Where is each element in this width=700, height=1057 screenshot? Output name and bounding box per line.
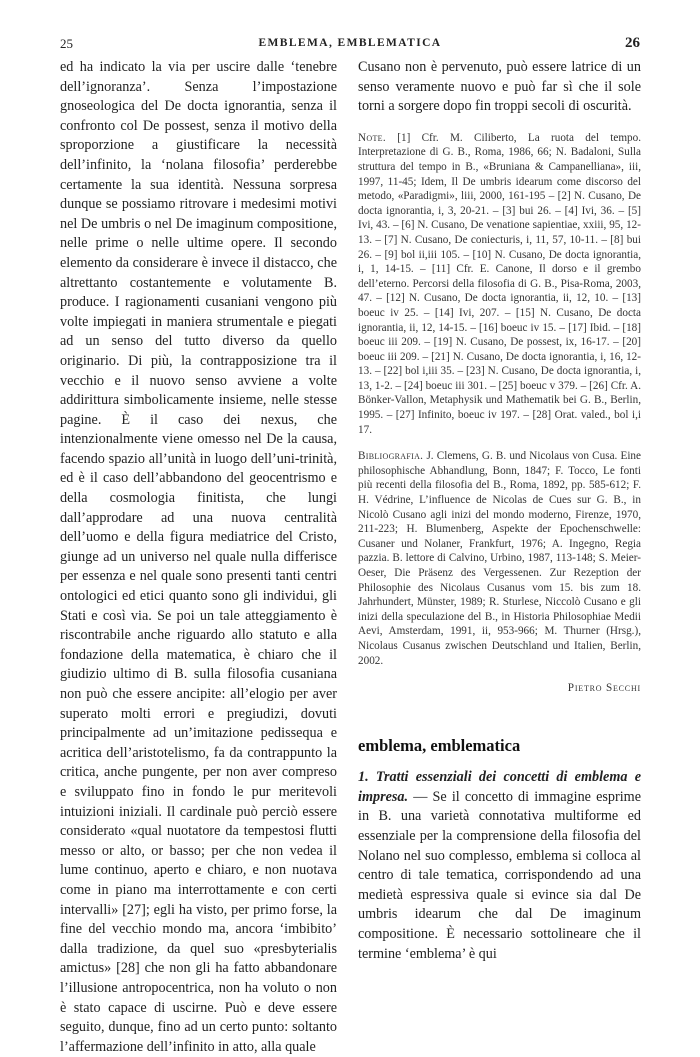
notes-block [358,131,641,437]
running-title: EMBLEMA, EMBLEMATICA [258,37,442,49]
bibliography-label: Bibliografia. [358,450,424,463]
right-continuation-text: Cusano non è pervenuto, può essere latrice di un senso veramente nuovo e può far sì che il sole torni a sorgere dopo fin troppi secoli di oscurità. [358,59,641,115]
author-signature: Pietro Secchi [567,682,641,695]
page-number-left: 25 [60,36,73,51]
left-column [60,58,337,1055]
left-body-text: ed ha indicato la via per uscire dalle ‘tenebre dell’ignoranza’. Senza l’impostazione gnoseologica del De docta ignorantia, senza il confronto col De possest, senza il motivo della sproporzione a giustificare la necessità dell’infinito, la ‘nolana filosofia’ perderebbe certamente la sua identità. Nessuna sorpresa dunque se possiamo ritrovare i medesimi motivi nel De umbris o nel De imaginum compositione, nelle prime o nelle ultime opere. Il secondo elemento da considerare è invece il distacco, che altrettanto costantemente e volutamente B. produce. I ragionamenti cusaniani vengono più volte impiegati in maniera strumentale e piegati ad un senso del tutto diverso da quello originario. Di più, la contrapposizione tra il vecchio e il nuovo senso avviene a volte addirittura simbolicamente insieme, nelle stesse pagine. È il caso dei nexus, che intenzionalmente viene omesso nel De la causa, facendo spazio all’unità in luogo dell’uni-trinità, ed è il caso dell’abbandono del geocentrismo e della cosmologia finitista, che lungi dall’approdare ad una nuova centralità dell’uomo e della figura mediatrice del Cristo, giunge ad un universo nel quale nulla differisce per essenza e nel quale sono presenti tanti centri ontologici ed etici quanto sono gli individui, gli Stati e così via. Se poi un tale atteggiamento è riscontrabile anche riguardo allo statuto e alla fondazione della matematica, è chiaro che il giudizio ultimo di B. sulla filosofia cusaniana non può che essere ancipite: all’elogio per aver superato molti errori e pregiudizi, dovuti principalmente ad un’imitazione pedissequa e acritica dell’aristotelismo, fa da contrappunto la critica, anche pungente, per non aver compreso e sviluppato fino in fondo le pur meritevoli intuizioni iniziali. Il cardinale può perciò essere considerato «qual nuotatore da tempestosi flutti messo or alto, or basso; per che non vedea il lume continuo, aperto e chiaro, e non nuotava come in piano ma interrottamente e con certi intervalli» [27]; egli ha visto, per primo forse, la fine del vecchio mondo ma, ancora ‘imbibito’ dalla tradizione, da quel suo «presbyterialis amictus» [28] che non gli ha fatto abbandonare l’illusione antropocentrica, non ha voluto o non è stato capace di uscirne. Può e deve essere seguito, dunque, fino ad un certo punto: soltanto l’affermazione dell’infinito in atto, alla quale [60,59,337,1055]
page-number-right: 26 [625,35,640,51]
section-text: — Se il concetto di immagine esprime in B. una varietà connotativa multiforme ed essenziale per la comprensione della filosofia del Nolano nel suo complesso, emblema si colloca al centro di tale tematica, corrispondendo ad una medietà espressiva quale si evince sia dal De umbris idearum che dal De imaginum compositione. È necessario sottolineare che il termine ‘emblema’ è qui [358,788,642,962]
notes-text: [1] Cfr. M. Ciliberto, La ruota del tempo. Interpretazione di G. B., Roma, 1986, 66; N. Badaloni, Sulla struttura del tempo in B., «Bruniana & Campanelliana», iii, 1997, 11-45; Idem, Il De umbris idearum come discorso del metodo, «Paradigmi», liii, 2000, 161-195 – [2] N. Cusano, De docta ignorantia, i, 3, 20-21. – [3] bui 26. – [4] Ivi, 36. – [5] Ivi, 43. – [6] N. Cusano, De venatione sapientiae, xxiii, 95, 12-13. – [7] N. Cusano, De coniecturis, i, 11, 57, 10-11. – [8] bui 26. – [9] bol ii,iii 105. – [10] N. Cusano, De docta ignorantia, i, 1, 14-15. – [11] Cfr. E. Canone, Il dorso e il grembo dell’eterno. Percorsi della filosofia di G. B., Pisa-Roma, 2003, 47. – [12] N. Cusano, De docta ignorantia, ii, 12, 10. – [13] boeuc iv 25. – [14] Ivi, 207. – [15] N. Cusano, De docta ignorantia, ii, 12, 14-15. – [16] boeuc iv 15. – [17] Ibid. – [18] boeuc iii 209. – [19] N. Cusano, De possest, ix, 16-17. – [20] boeuc iii 209. – [21] N. Cusano, De docta ignorantia, i, 16, 12-13. – [22] bol i,iii 35. – [23] N. Cusano, De docta ignorantia, i, 13, 1-2. – [24] boeuc iii 301. – [25] boeuc v 379. – [26] Cfr. A. Bönker-Vallon, Metaphysik und Mathematik bei G. B., Berlin, 1995. – [27] Infinito, boeuc iv 197. – [28] Orat. valed., bol i,i 17. [358,131,642,436]
bibliography-block [358,449,641,668]
running-header [0,36,700,54]
notes-label: Note. [358,131,386,144]
section-1 [358,768,641,964]
right-column [358,58,641,980]
section-heading: Tratti essenziali dei concetti di emblema e impresa. [358,769,641,805]
entry-title: emblema, emblematica [358,736,521,756]
bibliography-text: J. Clemens, G. B. und Nicolaus von Cusa. Eine philosophische Abhandlung, Bonn, 1847; F. Tocco, Le fonti più recenti della filosofia del B., Roma, 1892, pp. 585-612; F. H. Védrine, L’influence de Nicolas de Cues sur G. B., in Nicolò Cusano agli inizi del mondo moderno, Firenze, 1970, 211-223; H. Blumenberg, Aspekte der Epochenschwelle: Cusaner und Nolaner, Frankfurt, 1976; A. Ingegno, Regia pazzia. B. lettore di Calvino, Urbino, 1987, 113-148; S. Meier-Oeser, Die Präsenz des Vergessenen. Zur Rezeption der Philosophie des Nicolaus Cusanus vom 15. bis zum 18. Jahrhundert, Münster, 1989; R. Sturlese, Niccolò Cusano e gli inizi della speculazione del B., in Historia Philosophiae Medii Aevi, Amsterdam, 1991, ii, 953-966; M. Thurner (Hrsg.), Nicolaus Cusanus zwischen Deutschland und Italien, Berlin, 2002. [358,450,641,667]
section-number: 1. [358,769,369,786]
